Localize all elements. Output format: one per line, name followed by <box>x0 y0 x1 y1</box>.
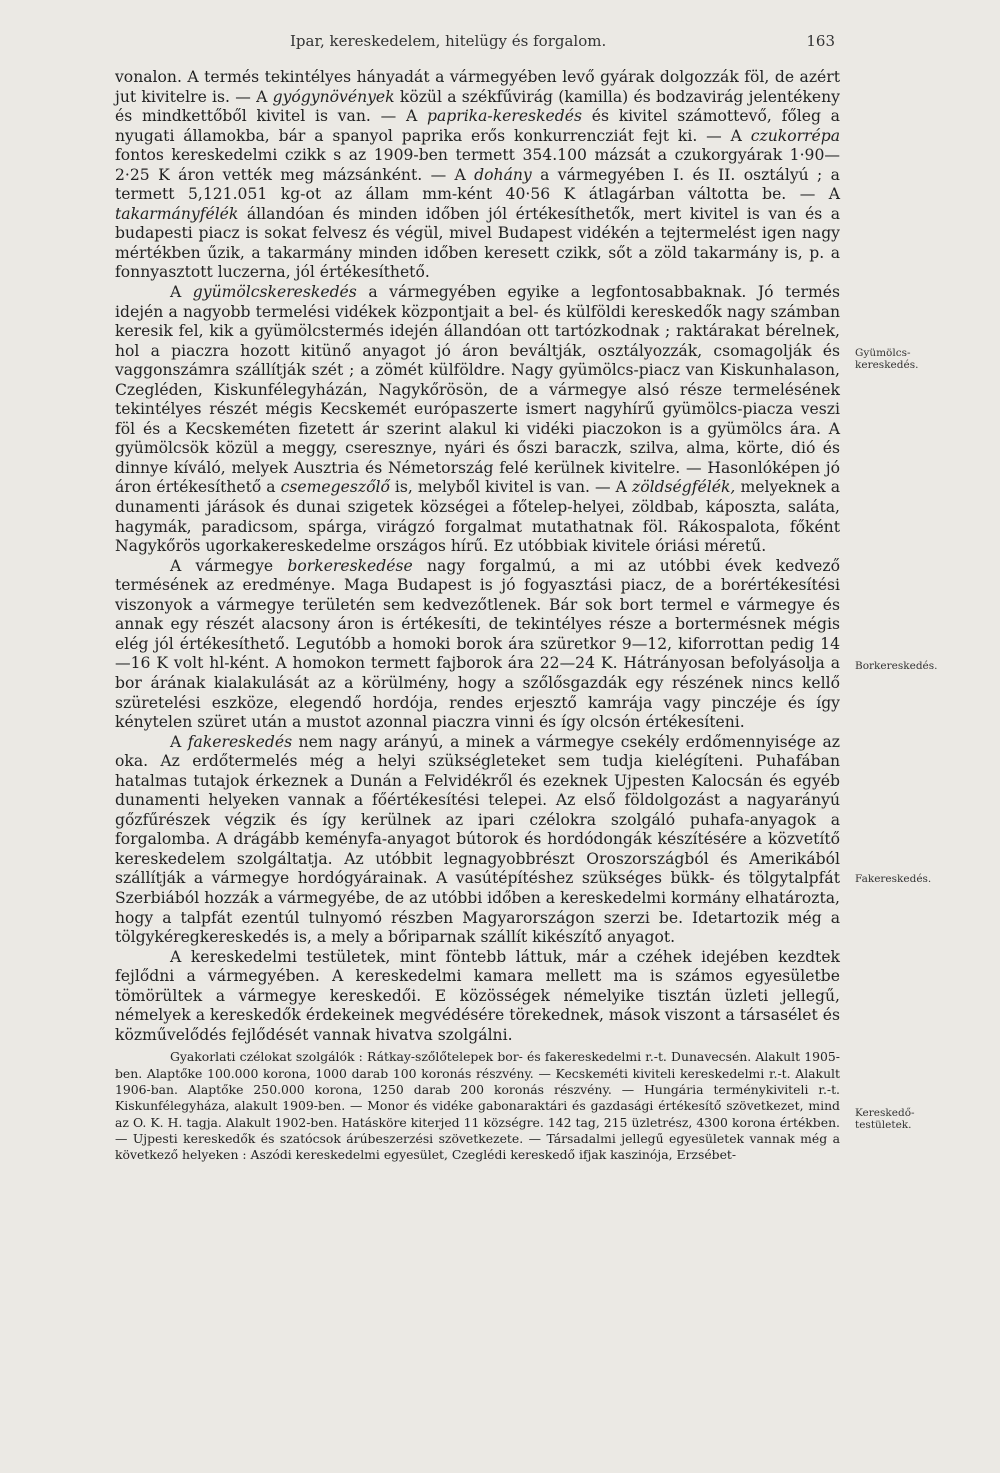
text-run: a vármegyében egyike a legfontosabbaknak. Jó termés idején a nagyobb termelési vidékek központjait a bel- és külföldi kereskedők nagy számban keresik fel, kik a gyümölcstermés idején állandóan ott tartózkodnak ; raktárakat bérelnek, hol a piaczra hozott kitünő anyagot jó áron beváltják, osztályozzák, csomagolják és vaggonszámra szállítják szét ; a zömét külföldre. Nagy gyümölcs-piacz van Kiskunhalason, Czegléden, Kiskunfélegyházán, Nagykőrösön, de a vármegye alsó része termelésének tekintélyes részét mégis Kecskemét európaszerte ismert nagyhírű gyümölcs-piacza veszi föl és a Kecskeméten fizetett ár szerint alakul ki vidéki piaczokon is a gyümölcs ára. A gyümölcsök közül a meggy, cseresznye, nyári és őszi baraczk, szilva, alma, körte, dió és dinnye kíváló, melyek Ausztria és Németország felé kerülnek kivitelre. — Hasonlóképen jó áron értékesíthető a <box>115 283 841 497</box>
text-run: A <box>170 732 188 751</box>
emphasis: borkereskedése <box>287 556 413 575</box>
text-run: és kivitel számottevő, főleg a nyugati államokba, bár a spanyol paprika erős konkurrencziát fejt ki. — A <box>115 107 840 145</box>
margin-note-testuletek: Kereskedő-testületek. <box>855 1107 915 1131</box>
emphasis: zöldségfélék, <box>631 478 736 497</box>
text-run: vonalon. A termés tekintélyes hányadát a vármegyében levő gyárak dolgozzák föl, de azért jut kivitelre is. — A <box>115 68 840 106</box>
small-paragraph: Gyakorlati czélokat szolgálók : Rátkay-szőlőtelepek bor- és fakereskedelmi r.-t. Dunavecsén. Alakult 1905-ben. Alaptőke 100.000 korona, 1000 darab 100 koronás részvény. — Kecskeméti kiviteli kereskedelmi r.-t. Alakult 1906-ban. Alaptőke 250.000 korona, 1250 darab 200 koronás részvény. — Hungária terménykiviteli r.-t. Kiskunfélegyháza, alakult 1909-ben. — Monor és vidéke gabonaraktári és gazdasági értékesítő szövetkezet, mind az O. K. H. tagja. Alakult 1902-ben. Hatásköre kiterjed 11 községre. 142 tag, 215 üzletrész, 4300 korona értékben. — Ujpesti kereskedők és szatócsok árúbeszerzési szövetkezete. — Társadalmi jellegű egyesületek vannak még a következő helyeken : Aszódi kereskedelmi egyesület, Czeglédi kereskedő ifjak kaszinója, Erzsébet- <box>115 1049 840 1163</box>
text-run: is, melyből kivitel is van. — A <box>389 478 632 497</box>
text-run: állandóan és minden időben jól értékesíthetők, mert kivitel is van és a budapesti piacz is sokat felvesz és végül, mivel Budapest vidékén a tejtermelést igen nagy mértékben űzik, a takarmány minden időben keresett czikk, sőt a zöld takarmány is, p. a fonnyasztott luczerna, jól értékesíthető. <box>115 204 840 282</box>
paragraph <box>115 283 840 557</box>
header-title: Ipar, kereskedelem, hitelügy és forgalom. <box>290 32 607 50</box>
margin-note-fa: Fakereskedés. <box>855 873 932 885</box>
emphasis: fakereskedés <box>187 732 293 751</box>
text-run: fontos kereskedelmi czikk s az 1909-ben termett 354.100 mázsát a czukorgyárak 1·90—2·25 K áron vették meg mázsánként. — A <box>115 146 840 184</box>
paragraph <box>115 733 840 948</box>
text-run: A vármegye <box>170 556 288 575</box>
emphasis: gyógynövények <box>272 87 395 106</box>
text-run: a vármegyében I. és II. osztályú ; a termett 5,121.051 kg-ot az állam mm-ként 40·56 K átlagárban váltotta be. — A <box>115 165 840 204</box>
paragraph <box>115 68 840 283</box>
margin-note-gyumolcs: Gyümölcs-kereskedés. <box>855 347 919 371</box>
paragraph: A kereskedelmi testületek, mint föntebb láttuk, már a czéhek idejében kezdtek fejlődni a vármegyében. A kereskedelmi kamara mellett ma is számos egyesületbe tömörültek a vármegye kereskedői. E közösségek némelyike tisztán üzleti jellegű, némelyek a kereskedők érdekeinek megvédésére törekednek, mások viszont a társasélet és közművelődés fejlődését vannak hivatva szolgálni. <box>115 947 840 1044</box>
emphasis: gyümölcskereskedés <box>192 283 357 302</box>
emphasis: takarmányfélék <box>115 204 239 223</box>
text-run: nem nagy arányú, a minek a vármegye csekély erdőmennyisége az oka. Az erdőtermelés még a helyi szükségleteket sem tudja kielégíteni. Puhafában hatalmas tutajok érkeznek a Dunán a Felvidékről és ezeknek Ujpesten Kalocsán és egyéb dunamenti helyeken vannak a főértékesítési telepei. Az első földolgozást a nagyarányú gőzfűrészek végzik és így kerülnek az ipari czélokra szolgáló puhafa-anyagok a forgalomba. A drágább keményfa-anyagot bútorok és hordódongák készítésére a közvetítő kereskedelem szolgáltatja. Az utóbbit legnagyobbrészt Oroszországból és Amerikából szállítják a vármegye hordógyárainak. A vasútépítéshez szükséges bükk- és tölgytalpfát Szerbiából hozzák a vármegyébe, de az utóbbi időben a kereskedelmi kormány elhatározta, hogy a talpfát ezentúl tulnyomó részben Magyarországon szerzi be. Idetartozik még a tölgykéregkereskedés is, a mely a bőriparnak szállít kikészítő anyagot. <box>115 732 841 947</box>
body-text <box>115 68 840 1163</box>
emphasis: paprika-kereskedés <box>426 107 582 126</box>
margin-note-bor: Borkereskedés. <box>855 660 938 672</box>
emphasis: czukorrépa <box>750 126 840 145</box>
page-number: 163 <box>806 32 835 50</box>
text-run: nagy forgalmú, a mi az utóbbi évek kedvező termésének az eredménye. Maga Budapest is jó fogyasztási piacz, de a borértékesítési viszonyok a vármegye területén sem kedvezőtlenek. Bár sok bort termel e vármegye és annak egy részét alacsony áron is értékesíti, de tekintélyes része a bortermésnek mégis elég jól értékesíthető. Legutóbb a homoki borok ára szüretkor 9—12, kiforrottan pedig 14—16 K volt hl-ként. A homokon termett fajborok ára 22—24 K. Hátrányosan befolyásolja a bor árának kialakulását az a körülmény, hogy a szőlősgazdák egy részének nincs kellő szüretelési eszköze, elegendő hordója, rendes erjesztő kamrája vagy pinczéje és így kénytelen szüret után a mustot azonnal piaczra vinni és így olcsón értékesíteni. <box>115 556 840 732</box>
text-run: közül a székfűvirág (kamilla) és bodzavirág jelentékeny és mindkettőből kivitel is van. — A <box>115 87 840 126</box>
running-header <box>115 32 835 56</box>
emphasis: csemegeszőlő <box>280 478 390 497</box>
emphasis: dohány <box>474 165 532 184</box>
small-print-section <box>115 1049 840 1163</box>
text-run: A <box>170 283 193 302</box>
text-run: melyeknek a dunamenti járások és dunai szigetek községei a főtelep-helyei, zöldbab, káposzta, saláta, hagymák, paradicsom, spárga, virágzó forgalmat mutathatnak föl. Rákospalota, főként Nagykőrös ugorkakereskedelme országos hírű. Ez utóbbiak kivitele óriási méretű. <box>115 478 841 556</box>
paragraph <box>115 557 840 733</box>
